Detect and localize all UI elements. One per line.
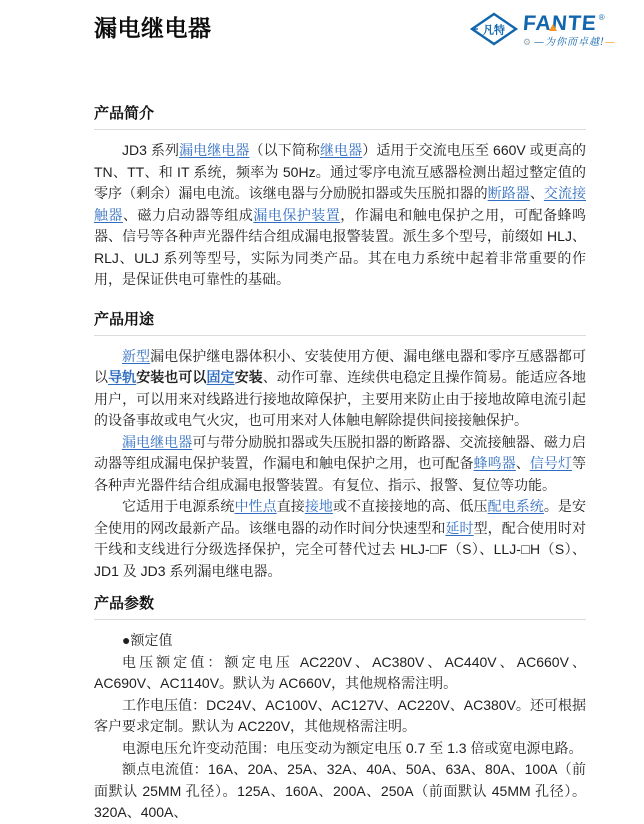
paragraph — [94, 140, 586, 291]
text-run: JD3 系列 — [122, 142, 180, 158]
inline-link[interactable]: 漏电继电器 — [179, 142, 250, 158]
tagline-text: —为你而卓越! — [533, 37, 605, 48]
brand-row — [523, 13, 616, 35]
text-run: 、动作可靠、连续供电稳定且操作简易。能适应各地用户，可以用来对线路进行接地故障保护，主要用来防止由于接地故障电流引起的设备事故或电气火灾，也可用来对人体触电解除提供间接接触保护。 — [94, 369, 587, 428]
document-content — [94, 43, 586, 824]
paragraph — [94, 759, 586, 824]
brand-wordmark: FANTE — [521, 12, 598, 35]
text-run: 直接 — [276, 498, 305, 514]
inline-link[interactable]: 导轨 — [108, 369, 137, 385]
text-run: 。是安全使用的网改最新产品。该继电器的动作时间分快速型和 — [94, 498, 586, 536]
section-body-intro — [94, 140, 586, 291]
text-run: 额点电流值：16A、20A、25A、32A、40A、50A、63A、80A、100A（前面默认 25MM 孔径）。125A、160A、200A、250A（前面默认 45MM 孔径）。320A、400A、 — [94, 761, 586, 820]
text-run: 安装也可以 — [136, 369, 207, 385]
inline-link[interactable]: 漏电保护装置 — [253, 206, 341, 223]
inline-link[interactable]: 中性点 — [234, 498, 277, 514]
inline-link[interactable]: 漏电继电器 — [122, 433, 193, 450]
text-run: ●额定值 — [122, 632, 173, 648]
paragraph — [94, 432, 586, 497]
text-run: 或不直接接地的高、低压 — [332, 498, 488, 514]
section-product-intro — [94, 105, 586, 291]
text-run: ，作漏电和触电保护之用，可配备蜂鸣器、信号等各种声光器件结合组成漏电报警装置。派生多个型号，前缀如 HLJ、RLJ、ULJ 系列等型号，实际为同类产品。其在电力系统中起着非常重要的作用，是保证供电可靠性的基础。 — [94, 206, 587, 287]
inline-link[interactable]: 断路器 — [487, 185, 530, 201]
text-run: （以下简称 — [249, 142, 320, 158]
section-heading-intro: 产品简介 — [94, 105, 586, 130]
text-run: 、 — [515, 455, 530, 471]
inline-link[interactable]: 继电器 — [319, 142, 363, 158]
inline-link[interactable]: 信号灯 — [529, 455, 573, 471]
section-heading-usage: 产品用途 — [94, 311, 586, 336]
inline-link[interactable]: 接地 — [304, 498, 333, 514]
text-run: 电源电压允许变动范围：电压变动为额定电压 0.7 至 1.3 倍或宽电源电路。 — [122, 739, 583, 756]
section-body-params — [94, 630, 586, 824]
inline-link[interactable]: 配电系统 — [487, 498, 544, 514]
text-run: 、 — [529, 185, 544, 201]
inline-link[interactable]: 固定 — [206, 369, 235, 385]
text-run: 安装 — [234, 369, 263, 385]
paragraph — [94, 346, 586, 432]
inline-link[interactable]: 蜂鸣器 — [473, 455, 516, 471]
inline-link[interactable]: 新型 — [122, 347, 151, 364]
paragraph — [94, 496, 586, 582]
text-run: 工作电压值：DC24V、AC100V、AC127V、AC220V、AC380V。还可根据客户要求定制。默认为 AC220V，其他规格需注明。 — [94, 696, 586, 734]
tagline-dash: — — [605, 37, 616, 48]
section-body-usage — [94, 346, 586, 583]
section-product-params — [94, 595, 586, 824]
text-run: 漏电保护继电器体积小、安装使用方便、漏电继电器和零序互感器都可以 — [94, 347, 586, 385]
inline-link[interactable]: 延时 — [445, 519, 474, 536]
text-run: ）适用于交流电压至 660V 或更高的 TN、TT、和 IT 系统，频率为 50Hz。通过零序电流互感器检测出超过整定值的零序（剩余）漏电电流。该继电器与分励脱扣器或失压脱扣器的 — [94, 142, 586, 201]
text-run: 、磁力启动器等组成 — [122, 206, 254, 223]
page-title: 漏电继电器 — [94, 15, 212, 41]
paragraph — [94, 630, 586, 652]
section-heading-params: 产品参数 — [94, 595, 586, 620]
diamond-text: 凡特 — [482, 24, 505, 37]
gear-icon: ⚙ — [522, 38, 532, 48]
paragraph — [94, 738, 586, 760]
fante-diamond-icon — [471, 13, 517, 45]
section-product-usage — [94, 311, 586, 583]
inline-link[interactable]: 交流接触器 — [94, 185, 587, 223]
paragraph — [94, 695, 586, 738]
text-run: 可与带分励脱扣器或失压脱扣器的断路器、交流接触器、磁力启动器等组成漏电保护装置，作漏电和触电保护之用，也可配备 — [94, 433, 586, 471]
text-run: 型，配合使用时对干线和支线进行分级选择保护，完全可替代过去 HLJ-□F（S）、LLJ-□H（S）、JD1 及 JD3 系列漏电继电器。 — [94, 519, 587, 579]
text-run: 它适用于电源系统 — [122, 498, 235, 514]
text-run: 等各种声光器件结合组成漏电报警装置。有复位、指示、报警、复位等功能。 — [94, 455, 587, 493]
registered-mark-icon: ® — [598, 13, 605, 22]
text-run: 电压额定值：额定电压 AC220V、AC380V、AC440V、AC660V、AC690V、AC1140V。默认为 AC660V，其他规格需注明。 — [94, 653, 586, 691]
paragraph — [94, 652, 586, 695]
